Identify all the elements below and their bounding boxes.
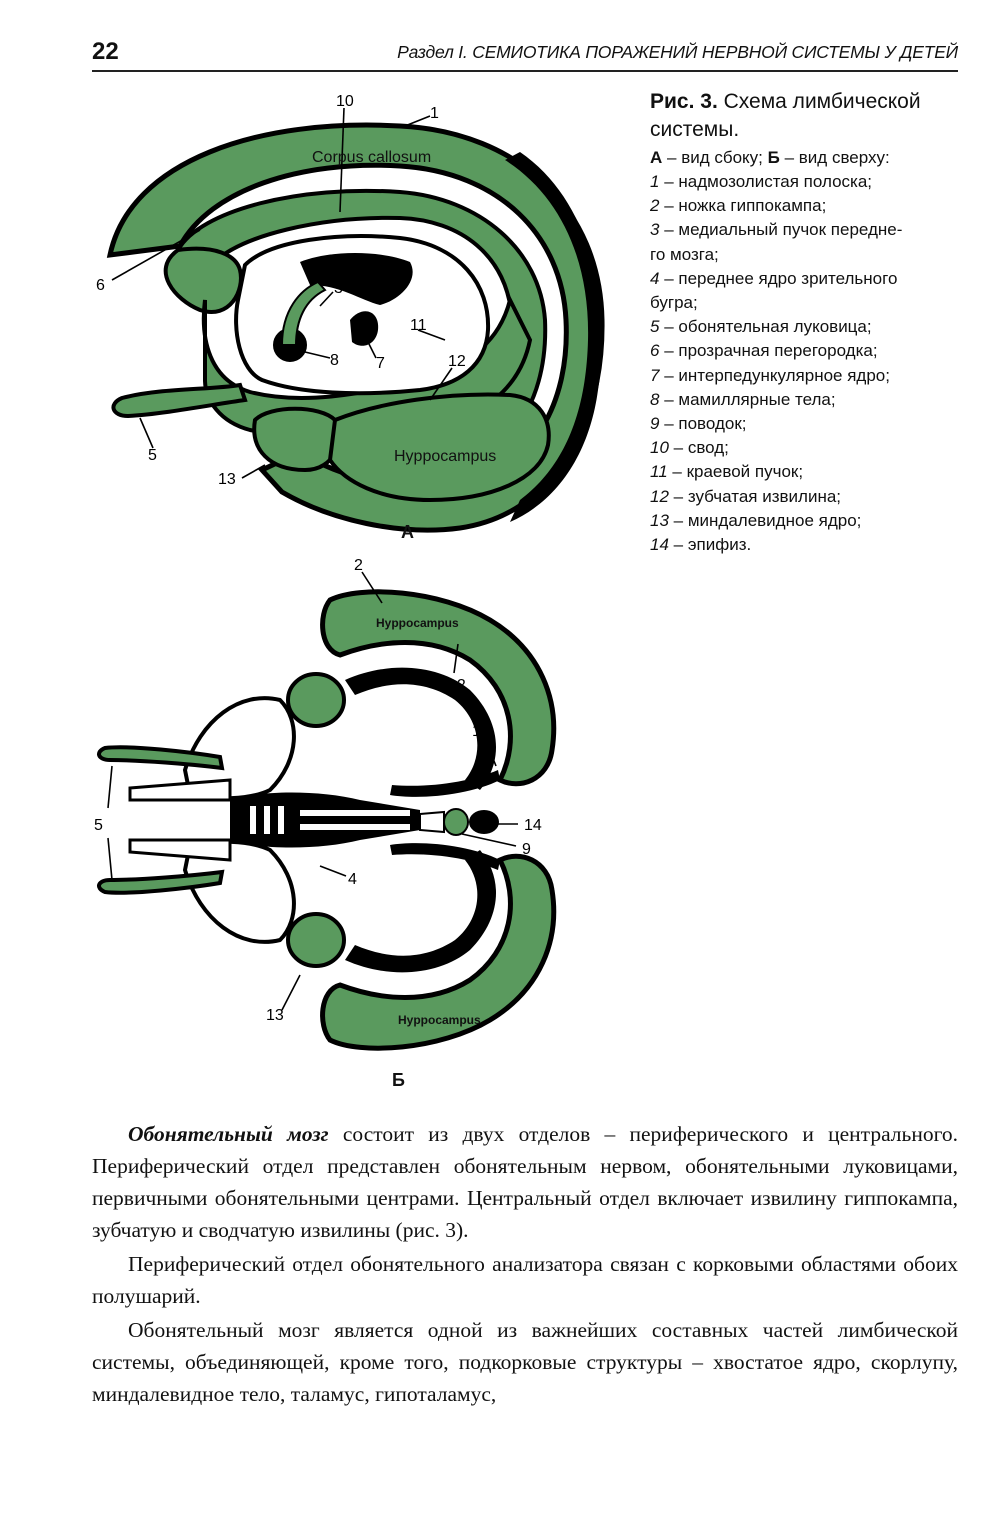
- label-b-4: 4: [348, 871, 357, 888]
- term-olfactory-brain: Обонятельный мозг: [128, 1122, 329, 1146]
- panel-label-a: А: [401, 522, 414, 542]
- paragraph-1: Обонятельный мозг состоит из двух отделов – периферического и центрального. Периферический отдел представлен обонятельным нервом, обонятельными луковицами, первичными обонятельными центрами. Центральный отдел включает извилину гиппокампа, зубчатую и сводчатую извилины (рис. 3).: [92, 1122, 959, 1242]
- running-title: Раздел I. СЕМИОТИКА ПОРАЖЕНИЙ НЕРВНОЙ СИСТЕМЫ У ДЕТЕЙ: [397, 42, 958, 62]
- caption-view-a-letter: А: [650, 148, 663, 167]
- caption-views: [650, 146, 980, 170]
- label-b-5: 5: [94, 817, 103, 834]
- legend-item: 12 – зубчатая извилина;: [650, 486, 842, 506]
- hippocampus-b-bottom-label: Hyppocampus: [398, 1013, 481, 1027]
- label-b-9: 9: [522, 841, 531, 858]
- pineal-body-shape: [444, 809, 468, 835]
- habenula-shape: [420, 812, 444, 832]
- legend-item: 13 – миндалевидное ядро;: [650, 510, 862, 530]
- hippocampus-a-label: Hyppocampus: [394, 448, 497, 465]
- label-a-10: 10: [336, 93, 354, 110]
- label-b-12: 12: [448, 677, 466, 694]
- legend-item: 4 – переднее ядро зрительного: [650, 268, 898, 288]
- caption-view-a-text: – вид сбоку;: [667, 148, 763, 167]
- legend-item: 1 – надмозолистая полоска;: [650, 172, 873, 191]
- amygdala-b-bottom-shape: [288, 914, 344, 966]
- panel-label-b: Б: [392, 1070, 405, 1090]
- legend-item: 5 – обонятельная луковица;: [650, 317, 872, 337]
- legend-item: 2 – ножка гиппокампа;: [650, 196, 827, 216]
- page-number: 22: [92, 38, 119, 65]
- legend-item: 3 – медиальный пучок передне-: [650, 220, 903, 240]
- label-a-11: 11: [410, 317, 427, 334]
- amygdala-b-top-shape: [288, 674, 344, 726]
- label-a-6: 6: [96, 277, 105, 294]
- figure-a-lateral-view: [96, 93, 602, 530]
- label-a-13: 13: [218, 471, 236, 488]
- legend-item: 6 – прозрачная перегородка;: [650, 341, 878, 361]
- legend-item: 7 – интерпедункулярное ядро;: [650, 365, 890, 385]
- figure-b-top-view: [94, 557, 554, 1048]
- paragraph-2: Периферический отдел обонятельного анализатора связан с корковыми областями обоих полушарий.: [92, 1252, 958, 1308]
- caption-view-b-letter: Б: [767, 148, 780, 167]
- legend-item-continuation: го мозга;: [650, 244, 719, 264]
- hippocampus-b-top-label: Hyppocampus: [376, 616, 459, 630]
- label-a-7: 7: [376, 355, 385, 372]
- label-a-8: 8: [330, 352, 339, 369]
- label-b-14: 14: [524, 817, 542, 834]
- legend-item: 14 – эпифиз.: [650, 535, 752, 555]
- label-b-13: 13: [266, 1007, 284, 1024]
- legend-item-continuation: бугра;: [650, 293, 698, 313]
- paragraph-3: Обонятельный мозг является одной из важнейших составных частей лимбической системы, объединяющей, кроме того, подкорковые структуры – хвостатое ядро, скорлупу, миндалевидное тело, таламус, гипоталамус,: [92, 1318, 958, 1406]
- legend-item: 11 – краевой пучок;: [650, 462, 804, 482]
- label-a-1: 1: [430, 105, 439, 122]
- label-a-5: 5: [148, 447, 157, 464]
- caption-title: [650, 88, 980, 144]
- label-b-2: 2: [354, 557, 363, 574]
- legend-item: 9 – поводок;: [650, 414, 747, 434]
- caption-legend-list: [650, 170, 980, 557]
- label-b-10: 10: [472, 723, 490, 740]
- figure-caption: [650, 88, 980, 557]
- amygdala-a-shape: [254, 409, 339, 470]
- body-text: [92, 1118, 958, 1412]
- label-a-3: 3: [334, 280, 343, 297]
- caption-fig-label: Рис. 3.: [650, 90, 718, 113]
- label-a-4: 4: [336, 265, 345, 282]
- legend-item: 8 – мамиллярные тела;: [650, 389, 836, 409]
- corpus-callosum-label: Corpus callosum: [312, 149, 432, 166]
- caption-view-b-text: – вид сверху:: [784, 148, 890, 167]
- caption-fig-title: Схема лимбической системы.: [650, 90, 921, 141]
- legend-item: 10 – свод;: [650, 438, 729, 458]
- label-a-12: 12: [448, 353, 466, 370]
